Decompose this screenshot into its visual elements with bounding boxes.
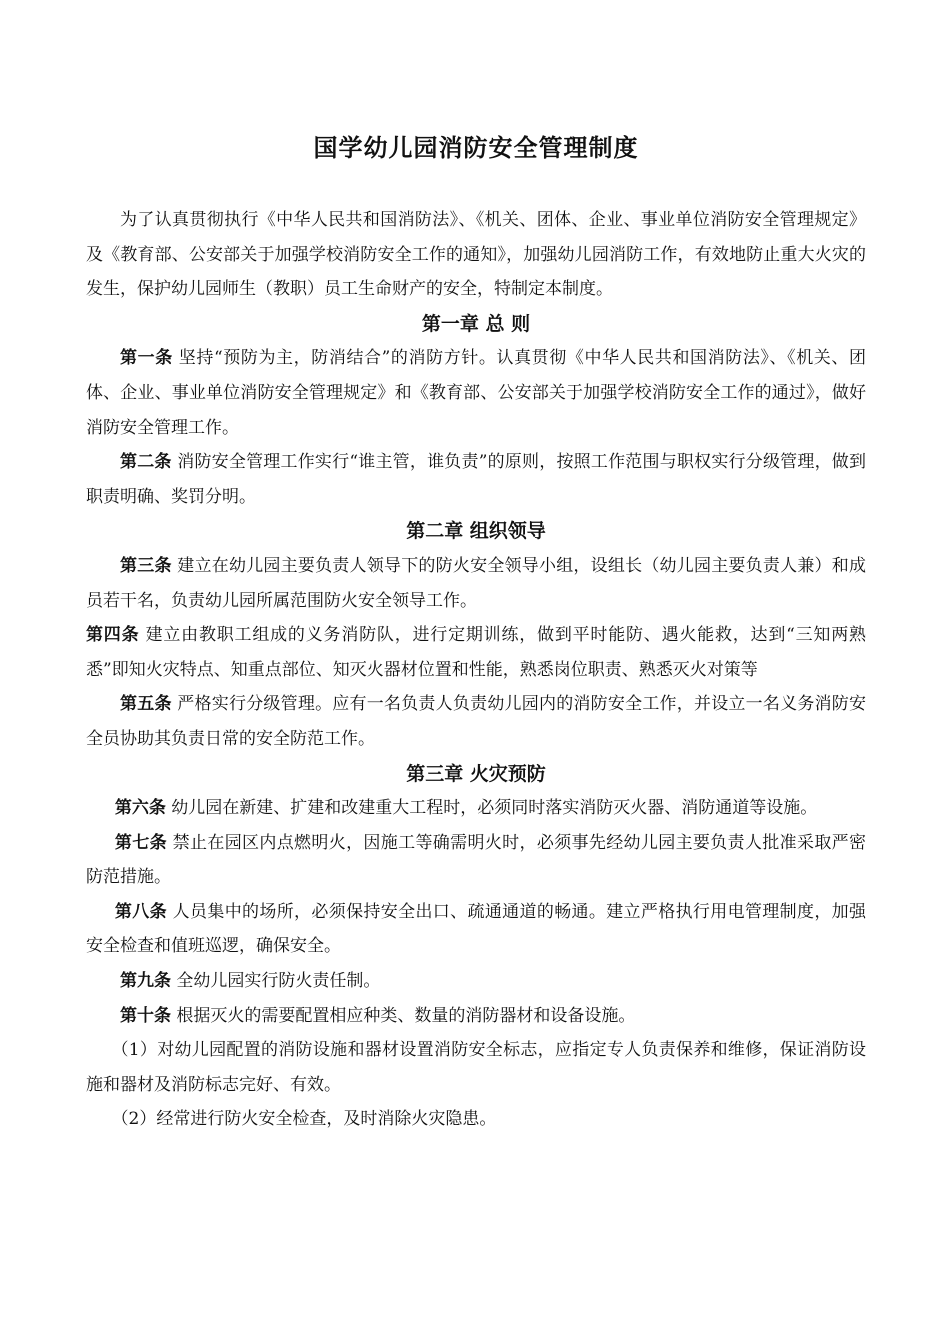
document-title: 国学幼儿园消防安全管理制度	[313, 134, 639, 162]
article-text: 禁止在园区内点燃明火，因施工等确需明火时，必须事先经幼儿园主要负责人批准采取严密防范措施。	[86, 832, 867, 888]
article-text: 全幼儿园实行防火责任制。	[171, 971, 381, 992]
article-label: 第十条	[120, 1005, 171, 1026]
article-8	[86, 895, 866, 964]
article-label: 第七条	[114, 832, 167, 853]
article-text: 建立由教职工组成的义务消防队，进行定期训练，做到平时能防、遇火能救，达到“三知两熟悉”即知火灾特点、知重点部位、知灭火器材位置和性能，熟悉岗位职责、熟悉灭火对策等	[86, 625, 867, 680]
article-label: 第一条	[120, 348, 173, 369]
article-10	[86, 999, 866, 1034]
article-3	[86, 549, 866, 618]
chapter-heading-3: 第三章 火灾预防	[406, 762, 546, 785]
article-label: 第五条	[120, 694, 172, 715]
article-label: 第三条	[120, 555, 172, 576]
list-item-1: （1）对幼儿园配置的消防设施和器材设置消防安全标志，应指定专人负责保养和维修，保证消防设施和器材及消防标志完好、有效。	[86, 1040, 866, 1095]
article-label: 第二条	[120, 452, 172, 473]
article-label: 第六条	[114, 798, 166, 819]
article-label: 第四条	[86, 625, 140, 646]
chapter-heading-2: 第二章 组织领导	[406, 520, 546, 543]
article-4	[86, 618, 866, 687]
preamble-paragraph: 为了认真贯彻执行《中华人民共和国消防法》、《机关、团体、企业、事业单位消防安全管理规定》及《教育部、公安部关于加强学校消防安全工作的通知》，加强幼儿园消防工作，有效地防止重大火灾的发生，保护幼儿园师生（教职）员工生命财产的安全，特制定本制度。	[86, 210, 866, 300]
article-label: 第九条	[120, 971, 171, 992]
article-9	[86, 964, 866, 999]
article-label: 第八条	[114, 901, 167, 922]
list-item-2: （2）经常进行防火安全检查，及时消除火灾隐患。	[111, 1109, 497, 1130]
article-text: 坚持“预防为主，防消结合”的消防方针。认真贯彻《中华人民共和国消防法》、《机关、团体、企业、事业单位消防安全管理规定》和《教育部、公安部关于加强学校消防安全工作的通过》，做好消防安全管理工作。	[86, 348, 866, 438]
article-text: 幼儿园在新建、扩建和改建重大工程时，必须同时落实消防灭火器、消防通道等设施。	[165, 798, 818, 819]
article-5	[86, 687, 866, 756]
article-text: 人员集中的场所，必须保持安全出口、疏通通道的畅通。建立严格执行用电管理制度，加强安全检查和值班巡逻，确保安全。	[86, 901, 867, 957]
article-text: 建立在幼儿园主要负责人领导下的防火安全领导小组，设组长（幼儿园主要负责人兼）和成员若干名，负责幼儿园所属范围防火安全领导工作。	[86, 555, 866, 611]
article-7	[86, 826, 866, 895]
article-1	[86, 341, 866, 445]
document-body	[86, 203, 866, 1137]
chapter-heading-1: 第一章 总 则	[421, 312, 531, 335]
article-text: 根据灭火的需要配置相应种类、数量的消防器材和设备设施。	[171, 1005, 636, 1026]
article-text: 严格实行分级管理。应有一名负责人负责幼儿园内的消防安全工作，并设立一名义务消防安全员协助其负责日常的安全防范工作。	[86, 694, 866, 749]
article-text: 消防安全管理工作实行“谁主管，谁负责”的原则，按照工作范围与职权实行分级管理，做到职责明确、奖罚分明。	[86, 452, 867, 507]
article-6	[86, 791, 866, 826]
article-2	[86, 445, 866, 514]
